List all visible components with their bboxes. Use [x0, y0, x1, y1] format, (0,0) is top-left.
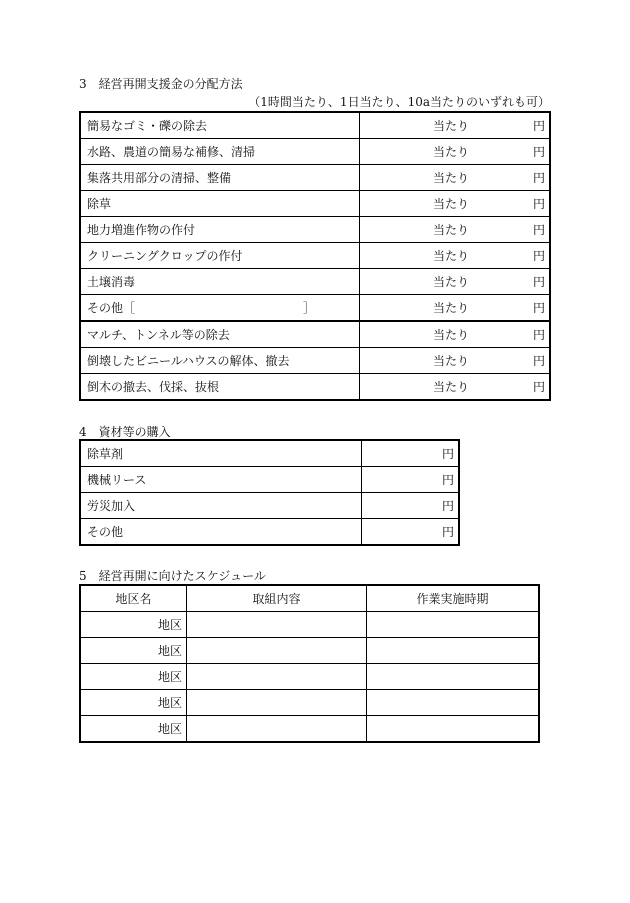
district-suffix: 地区 — [157, 670, 182, 684]
per-label: 当たり — [432, 301, 469, 315]
amount-cell[interactable] — [362, 467, 460, 493]
district-cell[interactable] — [80, 690, 187, 716]
per-label: 当たり — [432, 171, 469, 185]
header-row — [80, 585, 539, 612]
amount-cell[interactable] — [360, 348, 551, 374]
amount-cell[interactable] — [360, 374, 551, 401]
per-label: 当たり — [432, 380, 469, 394]
amount-cell[interactable] — [360, 295, 551, 322]
item-label: 水路、農道の簡易な補修、清掃 — [80, 139, 360, 165]
table-row — [80, 690, 539, 716]
distribution-table — [79, 111, 551, 401]
table-row — [80, 638, 539, 664]
amount-cell[interactable] — [360, 165, 551, 191]
header-period: 作業実施時期 — [367, 585, 540, 612]
table-row — [80, 191, 550, 217]
yen-unit: 円 — [441, 525, 454, 539]
yen-unit: 円 — [532, 301, 545, 315]
item-label: マルチ、トンネル等の除去 — [80, 321, 360, 348]
item-label: クリーニングクロップの作付 — [80, 243, 360, 269]
table-row — [80, 321, 550, 348]
amount-cell[interactable] — [362, 440, 460, 467]
yen-unit: 円 — [532, 275, 545, 289]
yen-unit: 円 — [532, 354, 545, 368]
activity-cell[interactable] — [187, 612, 367, 638]
table-row — [80, 165, 550, 191]
table-row — [80, 348, 550, 374]
per-label: 当たり — [432, 145, 469, 159]
activity-cell[interactable] — [187, 638, 367, 664]
amount-cell[interactable] — [360, 191, 551, 217]
district-cell[interactable] — [80, 638, 187, 664]
amount-cell[interactable] — [362, 519, 460, 546]
yen-unit: 円 — [532, 119, 545, 133]
district-suffix: 地区 — [157, 722, 182, 736]
yen-unit: 円 — [532, 328, 545, 342]
yen-unit: 円 — [532, 223, 545, 237]
amount-cell[interactable] — [360, 139, 551, 165]
table-row — [80, 295, 550, 322]
item-label-other[interactable]: その他［ ］ — [80, 295, 360, 322]
item-label: 土壌消毒 — [80, 269, 360, 295]
amount-cell[interactable] — [360, 321, 551, 348]
yen-unit: 円 — [441, 447, 454, 461]
period-cell[interactable] — [367, 664, 540, 690]
district-cell[interactable] — [80, 716, 187, 743]
district-cell[interactable] — [80, 612, 187, 638]
yen-unit: 円 — [532, 197, 545, 211]
amount-cell[interactable] — [360, 112, 551, 139]
activity-cell[interactable] — [187, 716, 367, 743]
section5-title: 5 経営再開に向けたスケジュール — [79, 569, 266, 583]
table-row — [80, 139, 550, 165]
section3-note: （1時間当たり、1日当たり、10a当たりのいずれも可） — [248, 95, 550, 109]
activity-cell[interactable] — [187, 664, 367, 690]
table-row — [80, 440, 459, 467]
district-suffix: 地区 — [157, 644, 182, 658]
yen-unit: 円 — [532, 145, 545, 159]
item-label: 倒壊したビニールハウスの解体、撤去 — [80, 348, 360, 374]
period-cell[interactable] — [367, 612, 540, 638]
amount-cell[interactable] — [360, 217, 551, 243]
table-row — [80, 112, 550, 139]
yen-unit: 円 — [532, 380, 545, 394]
district-cell[interactable] — [80, 664, 187, 690]
item-label: 集落共用部分の清掃、整備 — [80, 165, 360, 191]
table-row — [80, 243, 550, 269]
table-row — [80, 374, 550, 401]
material-label: 機械リース — [80, 467, 362, 493]
item-label: 倒木の撤去、伐採、抜根 — [80, 374, 360, 401]
item-label: 地力増進作物の作付 — [80, 217, 360, 243]
material-label: 除草剤 — [80, 440, 362, 467]
section3-title: 3 経営再開支援金の分配方法 — [79, 77, 243, 91]
header-activity: 取組内容 — [187, 585, 367, 612]
item-label: 除草 — [80, 191, 360, 217]
period-cell[interactable] — [367, 716, 540, 743]
amount-cell[interactable] — [360, 243, 551, 269]
period-cell[interactable] — [367, 690, 540, 716]
per-label: 当たり — [432, 275, 469, 289]
table-row — [80, 467, 459, 493]
per-label: 当たり — [432, 223, 469, 237]
item-label: 簡易なゴミ・礫の除去 — [80, 112, 360, 139]
materials-table — [79, 439, 460, 546]
table-row — [80, 716, 539, 743]
district-suffix: 地区 — [157, 618, 182, 632]
table-row — [80, 519, 459, 546]
table-row — [80, 612, 539, 638]
amount-cell[interactable] — [360, 269, 551, 295]
material-label: 労災加入 — [80, 493, 362, 519]
table-row — [80, 664, 539, 690]
activity-cell[interactable] — [187, 690, 367, 716]
yen-unit: 円 — [532, 249, 545, 263]
table-row — [80, 269, 550, 295]
yen-unit: 円 — [532, 171, 545, 185]
header-district: 地区名 — [80, 585, 187, 612]
district-suffix: 地区 — [157, 696, 182, 710]
table-row — [80, 493, 459, 519]
per-label: 当たり — [432, 354, 469, 368]
yen-unit: 円 — [441, 499, 454, 513]
per-label: 当たり — [432, 249, 469, 263]
period-cell[interactable] — [367, 638, 540, 664]
per-label: 当たり — [432, 328, 469, 342]
amount-cell[interactable] — [362, 493, 460, 519]
section4-title: 4 資材等の購入 — [79, 425, 171, 439]
per-label: 当たり — [432, 119, 469, 133]
yen-unit: 円 — [441, 473, 454, 487]
table-row — [80, 217, 550, 243]
per-label: 当たり — [432, 197, 469, 211]
material-label: その他 — [80, 519, 362, 546]
schedule-table — [79, 584, 540, 743]
